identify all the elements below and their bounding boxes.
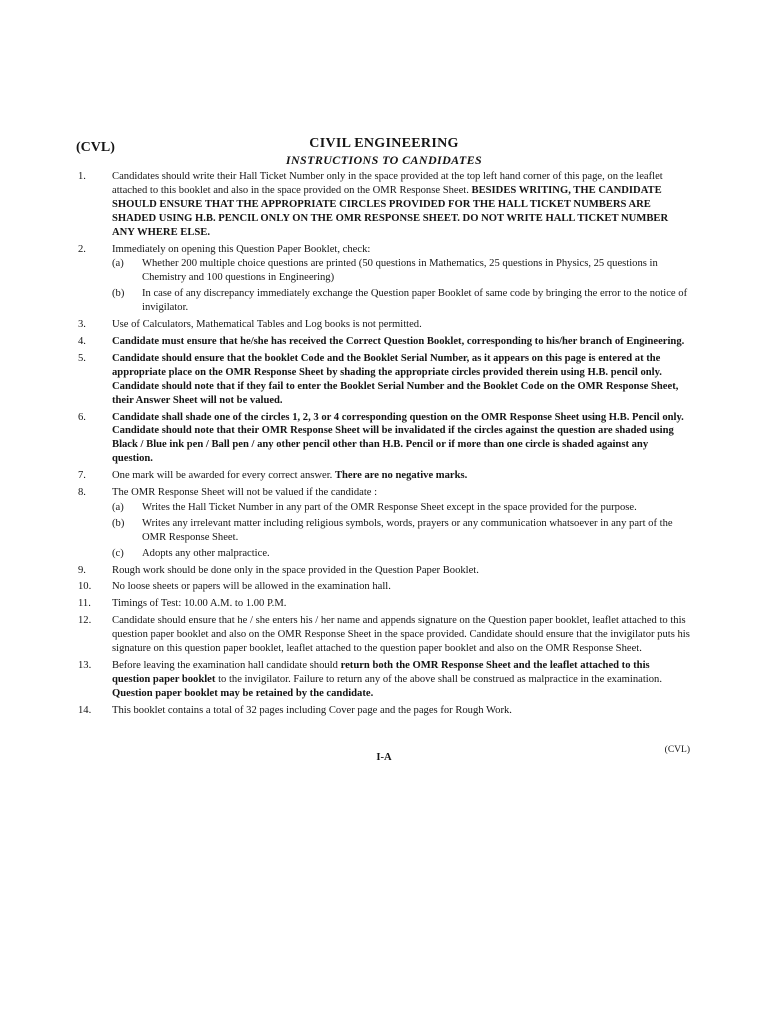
instruction-item-6	[78, 411, 690, 467]
subject-code: (CVL)	[76, 140, 115, 155]
item-number: 8.	[78, 487, 86, 499]
item-text-2: to the invigilator. Failure to return any of the above shall be construed as malpractice in the examination.	[215, 673, 662, 685]
sub-item-label: (b)	[112, 288, 125, 300]
item-bold-text-2: Question paper booklet may be retained by the candidate.	[112, 687, 374, 699]
sub-item-8c	[112, 547, 690, 561]
item-text: Timings of Test: 10.00 A.M. to 1.00 P.M.	[112, 598, 287, 610]
item-text: Immediately on opening this Question Paper Booklet, check:	[112, 243, 371, 255]
item-number: 6.	[78, 411, 86, 423]
item-number: 14.	[78, 704, 92, 716]
item-bold-text: return both the OMR Response Sheet and the leaflet attached to this question paper booklet	[112, 660, 650, 685]
instructions-list	[78, 170, 690, 721]
sub-item-2b	[112, 287, 690, 315]
item-number: 3.	[78, 319, 86, 331]
item-number: 2.	[78, 243, 86, 255]
item-number: 4.	[78, 335, 86, 347]
sub-item-label: (a)	[112, 501, 124, 513]
item-bold-text: Candidate should ensure that the booklet Code and the Booklet Serial Number, as it appears on this page is entered at the appropriate place on the OMR Response Sheet by shading the appropriate circles provided therein using H.B. pencil only. Candidate should note that if they fail to enter the Booklet Serial Number and the Booklet Code on the OMR Response Sheet, their Answer Sheet will not be valued.	[112, 352, 679, 406]
instruction-item-8	[78, 486, 690, 561]
instruction-item-5	[78, 352, 690, 408]
item-text: Candidates should write their Hall Ticket Number only in the space provided at the top left hand corner of this page, on the leaflet attached to this booklet and also in the space provided on the OMR Response Sheet.	[112, 171, 663, 196]
instruction-item-4	[78, 335, 690, 349]
item-bold-text: Candidate shall shade one of the circles 1, 2, 3 or 4 corresponding question on the OMR Response Sheet using H.B. Pencil only. Candidate should note that their OMR Response Sheet will be invalidated if the circles against the question are shaded using Black / Blue ink pen / Ball pen / any other pencil other than H.B. Pencil or if more than one circle is shaded against any question.	[112, 411, 684, 465]
item-text: One mark will be awarded for every correct answer.	[112, 470, 335, 482]
page-title: CIVIL ENGINEERING	[309, 136, 459, 151]
footer-page-label: I-A	[376, 752, 392, 763]
sub-item-8a	[112, 501, 690, 515]
sub-item-text: Whether 200 multiple choice questions are printed (50 questions in Mathematics, 25 questions in Physics, 25 questions in Chemistry and 100 questions in Engineering)	[142, 258, 658, 284]
instruction-item-7	[78, 469, 690, 483]
item-text: The OMR Response Sheet will not be valued if the candidate :	[112, 487, 378, 499]
sub-item-label: (c)	[112, 547, 124, 559]
item-text: No loose sheets or papers will be allowed in the examination hall.	[112, 581, 391, 593]
sub-item-text: In case of any discrepancy immediately exchange the Question paper Booklet of same code by bringing the error to the notice of invigilator.	[142, 288, 688, 314]
item-number: 5.	[78, 352, 86, 364]
item-number: 1.	[78, 171, 86, 182]
item-text: Rough work should be done only in the space provided in the Question Paper Booklet.	[112, 564, 479, 576]
instruction-item-11	[78, 597, 690, 611]
page-subtitle: INSTRUCTIONS TO CANDIDATES	[285, 153, 483, 167]
sub-item-text: Adopts any other malpractice.	[142, 547, 270, 559]
sub-item-label: (b)	[112, 517, 125, 529]
sub-item-8b	[112, 517, 690, 545]
footer-subject-code: (CVL)	[664, 745, 690, 755]
item-number: 11.	[78, 598, 91, 610]
instruction-item-2	[78, 243, 690, 316]
instruction-item-9	[78, 564, 690, 578]
sub-item-text: Writes any irrelevant matter including religious symbols, words, prayers or any communication whatsoever in any part of the OMR Response Sheet.	[142, 517, 673, 543]
item-bold-text: There are no negative marks.	[334, 470, 468, 482]
item-bold-text: Candidate must ensure that he/she has received the Correct Question Booklet, corresponding to his/her branch of Engineering.	[112, 335, 685, 347]
instruction-item-12	[78, 614, 690, 656]
instruction-item-10	[78, 580, 690, 594]
instruction-item-1	[78, 170, 690, 240]
item-number: 13.	[78, 660, 92, 671]
sub-item-text: Writes the Hall Ticket Number in any part of the OMR Response Sheet except in the space provided for the purpose.	[142, 501, 637, 513]
instruction-item-14	[78, 704, 690, 718]
item-bold-text: BESIDES WRITING, THE CANDIDATE SHOULD ENSURE THAT THE APPROPRIATE CIRCLES PROVIDED FOR THE HALL TICKET NUMBERS ARE SHADED USING H.B. PENCIL ONLY ON THE OMR RESPONSE SHEET. DO NOT WRITE HALL TICKET NUMBER ANY WHERE ELSE.	[112, 184, 669, 238]
sub-item-2a	[112, 257, 690, 285]
item-text: Before leaving the examination hall candidate should	[112, 660, 341, 671]
item-text: Candidate should ensure that he / she enters his / her name and appends signature on the Question paper booklet, leaflet attached to this question paper booklet and also on the OMR Response Sheet in the space provided. Candidate should ensure that the invigilator puts his signature on this question paper booklet, leaflet attached to the question paper booklet and also on the OMR Response Sheet.	[112, 615, 690, 655]
item-text: Use of Calculators, Mathematical Tables and Log books is not permitted.	[112, 319, 422, 331]
item-number: 9.	[78, 564, 86, 576]
item-number: 10.	[78, 581, 92, 593]
item-text: This booklet contains a total of 32 pages including Cover page and the pages for Rough Work.	[112, 704, 512, 716]
sub-item-label: (a)	[112, 258, 124, 270]
instruction-item-13	[78, 659, 690, 701]
item-number: 7.	[78, 470, 86, 482]
instruction-item-3	[78, 318, 690, 332]
item-number: 12.	[78, 615, 92, 627]
